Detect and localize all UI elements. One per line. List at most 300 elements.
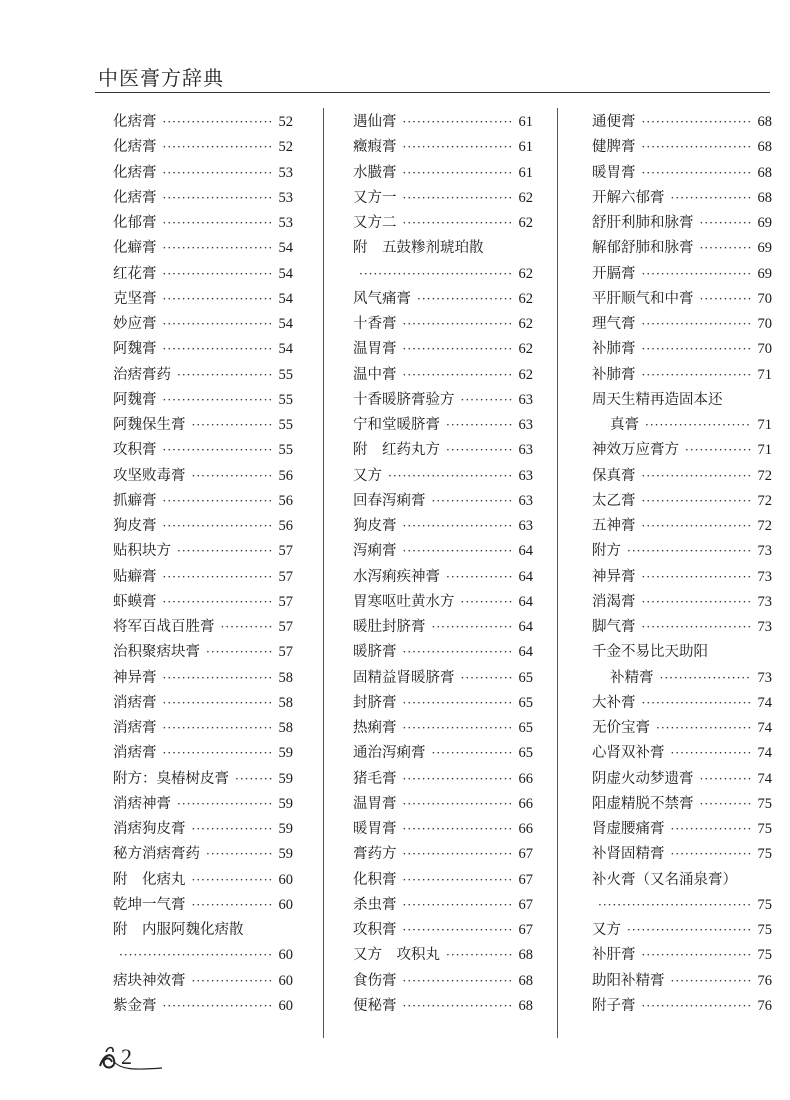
toc-entry-page: 62 <box>518 189 533 206</box>
toc-entry-title: 杀虫膏 <box>353 896 397 913</box>
toc-entry <box>113 514 293 539</box>
toc-entry-title: 补肺膏 <box>592 341 636 358</box>
toc-entry <box>113 943 293 968</box>
toc-entry-title: 消痞神膏 <box>113 795 171 812</box>
toc-entry-title: 补肾固精膏 <box>592 846 665 863</box>
toc-entry-title: 秘方消痞膏药 <box>113 846 200 863</box>
toc-entry <box>592 262 772 287</box>
dot-leader <box>642 312 752 337</box>
toc-entry <box>113 236 293 261</box>
toc-entry-page: 57 <box>278 593 293 610</box>
toc-entry-title: 阳虚精脱不禁膏 <box>592 795 694 812</box>
dot-leader <box>403 918 513 943</box>
toc-entry-title: 心肾双补膏 <box>592 745 665 762</box>
toc-entry-page: 57 <box>278 619 293 635</box>
toc-entry-page: 59 <box>278 795 293 812</box>
dot-leader <box>163 110 273 135</box>
toc-entry-page: 68 <box>757 139 772 156</box>
toc-entry <box>592 817 772 842</box>
toc-entry-title: 附 五鼓糁剂琥珀散 <box>353 240 484 257</box>
toc-entry <box>592 388 772 413</box>
toc-entry-page: 59 <box>278 770 293 787</box>
toc-entry-page: 64 <box>518 543 533 560</box>
toc-entry-page: 67 <box>518 871 533 888</box>
toc-entry <box>113 893 293 918</box>
toc-entry <box>353 236 533 261</box>
dot-leader <box>221 615 273 640</box>
toc-entry <box>113 262 293 287</box>
toc-entry <box>353 413 533 438</box>
toc-entry <box>113 161 293 186</box>
toc-entry <box>113 565 293 590</box>
dot-leader <box>403 337 513 362</box>
toc-entry <box>353 868 533 893</box>
dot-leader <box>432 615 513 640</box>
toc-entry-page: 76 <box>757 997 772 1014</box>
toc-entry-page: 75 <box>757 821 772 837</box>
toc-entry <box>592 842 772 867</box>
toc-entry-title: 暖肚封脐膏 <box>353 619 426 635</box>
toc-entry-title: 暖胃膏 <box>353 821 397 837</box>
toc-entry-title: 又方二 <box>353 215 397 231</box>
toc-entry-title: 乾坤一气膏 <box>113 896 186 913</box>
dot-leader <box>446 565 513 590</box>
toc-entry-page: 74 <box>757 694 772 711</box>
toc-entry-title: 舒肝利肺和脉膏 <box>592 215 694 231</box>
dot-leader <box>192 893 273 918</box>
dot-leader <box>642 590 752 615</box>
dot-leader <box>403 868 513 893</box>
toc-entry <box>353 312 533 337</box>
toc-entry-page: 57 <box>278 543 293 560</box>
toc-entry-page: 59 <box>278 821 293 837</box>
toc-entry <box>113 363 293 388</box>
toc-entry-title: 化痞膏 <box>113 114 157 130</box>
toc-entry-page: 73 <box>757 619 772 635</box>
toc-entry <box>113 135 293 160</box>
toc-entry <box>113 640 293 665</box>
toc-entry-page: 70 <box>757 341 772 358</box>
toc-entry-title: 解郁舒肺和脉膏 <box>592 240 694 257</box>
toc-entry-page: 62 <box>518 215 533 231</box>
dot-leader <box>642 514 752 539</box>
toc-entry-title: 抓癖膏 <box>113 492 157 509</box>
toc-entry-page: 74 <box>757 770 772 787</box>
toc-entry-title: 温胃膏 <box>353 795 397 812</box>
toc-entry-title: 风气痛膏 <box>353 290 411 307</box>
dot-leader <box>642 489 752 514</box>
toc-entry <box>353 918 533 943</box>
toc-entry-page: 60 <box>278 896 293 913</box>
toc-entry-page: 58 <box>278 669 293 686</box>
toc-entry-title: 紫金膏 <box>113 997 157 1014</box>
toc-entry <box>353 489 533 514</box>
toc-entry-page: 59 <box>278 745 293 762</box>
toc-entry-page: 72 <box>757 492 772 509</box>
dot-leader <box>403 110 513 135</box>
toc-entry-title: 十香膏 <box>353 316 397 332</box>
toc-entry-title: 又方 <box>592 922 621 938</box>
toc-entry-title: 阴虚火动梦遗膏 <box>592 770 694 787</box>
toc-entry-title: 补精膏 <box>610 669 654 686</box>
toc-entry-title: 附 内服阿魏化痞散 <box>113 922 244 938</box>
toc-entry-title: 暖脐膏 <box>353 644 397 661</box>
toc-entry <box>592 161 772 186</box>
toc-entry-title: 攻坚败毒膏 <box>113 467 186 484</box>
toc-entry-page: 63 <box>518 518 533 534</box>
dot-leader <box>432 489 513 514</box>
column-divider-2 <box>557 108 558 1038</box>
toc-entry-title: 附 红药丸方 <box>353 442 440 459</box>
toc-entry <box>353 842 533 867</box>
toc-entry-title: 通治泻痢膏 <box>353 745 426 762</box>
toc-entry <box>592 211 772 236</box>
toc-entry <box>353 741 533 766</box>
toc-entry-title: 消痞膏 <box>113 745 157 762</box>
dot-leader <box>403 186 513 211</box>
toc-entry <box>353 363 533 388</box>
dot-leader <box>192 969 273 994</box>
toc-entry-page: 68 <box>757 164 772 181</box>
toc-entry-title: 神异膏 <box>592 568 636 585</box>
toc-entry <box>353 640 533 665</box>
toc-entry <box>353 262 533 287</box>
dot-leader <box>461 388 513 413</box>
toc-entry <box>353 615 533 640</box>
toc-entry-title: 无价宝膏 <box>592 720 650 736</box>
toc-entry <box>592 918 772 943</box>
toc-entry-page: 59 <box>278 846 293 863</box>
toc-entry-title: 附 化痞丸 <box>113 871 186 888</box>
dot-leader <box>163 438 273 463</box>
toc-entry-page: 55 <box>278 417 293 433</box>
toc-entry-page: 56 <box>278 518 293 534</box>
toc-entry <box>592 312 772 337</box>
dot-leader <box>461 590 513 615</box>
toc-entry-page: 73 <box>757 543 772 560</box>
dot-leader <box>206 842 273 867</box>
toc-entry-title: 热痢膏 <box>353 720 397 736</box>
toc-entry-page: 54 <box>278 290 293 307</box>
dot-leader <box>403 363 513 388</box>
dot-leader <box>163 135 273 160</box>
toc-entry <box>353 464 533 489</box>
dot-leader <box>163 565 273 590</box>
dot-leader <box>642 161 752 186</box>
toc-entry <box>113 666 293 691</box>
dot-leader <box>163 337 273 362</box>
toc-entry-page: 75 <box>757 896 772 913</box>
toc-entry-page: 67 <box>518 896 533 913</box>
toc-entry-title: 附子膏 <box>592 997 636 1014</box>
toc-entry <box>592 792 772 817</box>
dot-leader <box>700 287 752 312</box>
dot-leader <box>660 666 752 691</box>
toc-entry <box>353 565 533 590</box>
toc-entry-title: 狗皮膏 <box>113 518 157 534</box>
toc-entry-page: 62 <box>518 290 533 307</box>
dot-leader <box>163 514 273 539</box>
toc-entry-page: 71 <box>757 417 772 433</box>
toc-entry-title: 消痞膏 <box>113 694 157 711</box>
toc-entry-page: 71 <box>757 442 772 459</box>
dot-leader <box>206 640 273 665</box>
toc-entry <box>353 969 533 994</box>
toc-entry <box>353 161 533 186</box>
dot-leader <box>403 312 513 337</box>
toc-entry-page: 60 <box>278 947 293 964</box>
toc-entry-page: 72 <box>757 518 772 534</box>
toc-entry-title: 妙应膏 <box>113 316 157 332</box>
dot-leader <box>163 161 273 186</box>
toc-entry-page: 58 <box>278 720 293 736</box>
toc-entry <box>353 514 533 539</box>
toc-entry-page: 75 <box>757 922 772 938</box>
toc-entry-title: 保真膏 <box>592 467 636 484</box>
toc-entry-page: 73 <box>757 593 772 610</box>
toc-entry-title: 温胃膏 <box>353 341 397 358</box>
dot-leader <box>163 388 273 413</box>
toc-entry-title: 肾虚腰痛膏 <box>592 821 665 837</box>
toc-entry-page: 75 <box>757 795 772 812</box>
toc-entry-title: 消渴膏 <box>592 593 636 610</box>
toc-entry-title: 痞块神效膏 <box>113 972 186 989</box>
dot-leader <box>235 767 273 792</box>
dot-leader <box>403 161 513 186</box>
toc-entry <box>113 413 293 438</box>
dot-leader <box>642 110 752 135</box>
dot-leader <box>163 590 273 615</box>
toc-entry <box>592 135 772 160</box>
toc-entry <box>592 565 772 590</box>
dot-leader <box>642 135 752 160</box>
toc-entry-title: 补肺膏 <box>592 366 636 383</box>
toc-entry <box>113 287 293 312</box>
dot-leader <box>403 767 513 792</box>
dot-leader <box>403 994 513 1019</box>
toc-entry-page: 69 <box>757 215 772 231</box>
dot-leader <box>671 842 752 867</box>
toc-entry <box>353 539 533 564</box>
dot-leader <box>645 413 752 438</box>
toc-entry-title: 五神膏 <box>592 518 636 534</box>
dot-leader <box>700 792 752 817</box>
dot-leader <box>656 716 752 741</box>
toc-entry-page: 57 <box>278 568 293 585</box>
toc-entry-title: 膏药方 <box>353 846 397 863</box>
dot-leader <box>432 741 513 766</box>
dot-leader <box>177 792 273 817</box>
toc-entry-page: 66 <box>518 770 533 787</box>
dot-leader <box>359 262 513 287</box>
dot-leader <box>403 842 513 867</box>
toc-entry <box>592 236 772 261</box>
toc-entry-title: 又方 攻积丸 <box>353 947 440 964</box>
toc-entry-page: 63 <box>518 442 533 459</box>
toc-entry <box>353 211 533 236</box>
toc-entry-page: 74 <box>757 720 772 736</box>
toc-entry <box>592 994 772 1019</box>
toc-entry <box>113 868 293 893</box>
dot-leader <box>388 464 513 489</box>
header-rule <box>95 92 770 93</box>
toc-entry <box>353 135 533 160</box>
toc-entry-title: 真膏 <box>610 417 639 433</box>
toc-entry-page: 61 <box>518 114 533 130</box>
toc-entry-page: 75 <box>757 947 772 964</box>
dot-leader <box>403 640 513 665</box>
toc-entry <box>353 767 533 792</box>
toc-entry-page: 71 <box>757 366 772 383</box>
toc-entry <box>113 186 293 211</box>
toc-entry-title: 遇仙膏 <box>353 114 397 130</box>
toc-entry-title: 神效万应膏方 <box>592 442 679 459</box>
toc-entry-page: 64 <box>518 593 533 610</box>
dot-leader <box>446 413 513 438</box>
dot-leader <box>119 943 273 968</box>
toc-entry-page: 61 <box>518 164 533 181</box>
toc-entry-page: 60 <box>278 997 293 1014</box>
toc-entry-title: 十香暖脐膏验方 <box>353 391 455 408</box>
toc-entry-title: 脚气膏 <box>592 619 636 635</box>
toc-entry-page: 67 <box>518 922 533 938</box>
toc-entry-page: 62 <box>518 316 533 332</box>
toc-entry-page: 53 <box>278 164 293 181</box>
toc-entry-title: 大补膏 <box>592 694 636 711</box>
toc-entry <box>353 287 533 312</box>
book-title: 中医膏方辞典 <box>98 66 224 90</box>
toc-entry-page: 63 <box>518 467 533 484</box>
toc-entry-page: 54 <box>278 240 293 257</box>
toc-entry-page: 54 <box>278 341 293 358</box>
toc-entry-page: 63 <box>518 492 533 509</box>
toc-entry <box>592 287 772 312</box>
toc-entry <box>113 767 293 792</box>
toc-column-1 <box>113 110 293 1019</box>
toc-entry-title: 攻积膏 <box>113 442 157 459</box>
toc-entry <box>592 413 772 438</box>
dot-leader <box>403 691 513 716</box>
dot-leader <box>700 211 752 236</box>
toc-entry-page: 69 <box>757 265 772 282</box>
toc-entry-page: 53 <box>278 189 293 206</box>
dot-leader <box>163 236 273 261</box>
toc-entry-page: 58 <box>278 694 293 711</box>
toc-entry <box>113 312 293 337</box>
toc-entry-page: 66 <box>518 821 533 837</box>
column-divider-1 <box>323 108 324 1038</box>
toc-entry <box>592 640 772 665</box>
toc-entry-page: 52 <box>278 114 293 130</box>
dot-leader <box>671 186 752 211</box>
dot-leader <box>642 994 752 1019</box>
toc-entry-page: 62 <box>518 366 533 383</box>
toc-entry-title: 又方一 <box>353 189 397 206</box>
toc-entry-page: 67 <box>518 846 533 863</box>
toc-entry-title: 附方 <box>592 543 621 560</box>
toc-entry <box>592 716 772 741</box>
toc-entry-title: 克坚膏 <box>113 290 157 307</box>
toc-entry <box>592 666 772 691</box>
toc-entry-title: 助阳补精膏 <box>592 972 665 989</box>
toc-entry-page: 54 <box>278 316 293 332</box>
toc-entry-title: 化积膏 <box>353 871 397 888</box>
dot-leader <box>403 211 513 236</box>
dot-leader <box>685 438 752 463</box>
toc-entry-title: 化痞膏 <box>113 164 157 181</box>
dot-leader <box>642 943 752 968</box>
toc-entry-title: 狗皮膏 <box>353 518 397 534</box>
toc-entry-page: 75 <box>757 846 772 863</box>
dot-leader <box>163 211 273 236</box>
dot-leader <box>163 287 273 312</box>
toc-entry-title: 贴积块方 <box>113 543 171 560</box>
toc-entry <box>113 691 293 716</box>
dot-leader <box>446 438 513 463</box>
toc-entry-page: 68 <box>757 189 772 206</box>
toc-entry-page: 64 <box>518 644 533 661</box>
toc-entry <box>592 186 772 211</box>
toc-entry <box>592 943 772 968</box>
toc-entry-page: 68 <box>518 997 533 1014</box>
dot-leader <box>192 817 273 842</box>
dot-leader <box>403 716 513 741</box>
toc-entry <box>113 438 293 463</box>
dot-leader <box>627 539 752 564</box>
toc-entry-page: 69 <box>757 240 772 257</box>
toc-entry-page: 65 <box>518 720 533 736</box>
toc-entry-page: 68 <box>518 947 533 964</box>
dot-leader <box>177 363 273 388</box>
toc-entry <box>113 969 293 994</box>
dot-leader <box>192 464 273 489</box>
dot-leader <box>163 666 273 691</box>
toc-entry <box>113 792 293 817</box>
toc-entry <box>592 514 772 539</box>
toc-entry <box>113 337 293 362</box>
toc-entry-title: 泻痢膏 <box>353 543 397 560</box>
toc-entry <box>592 464 772 489</box>
toc-entry-title: 健脾膏 <box>592 139 636 156</box>
page-number: 2 <box>121 1044 132 1069</box>
toc-entry-page: 62 <box>518 341 533 358</box>
toc-entry-title: 水泻痢疾神膏 <box>353 568 440 585</box>
toc-entry-page: 65 <box>518 669 533 686</box>
toc-entry-page: 56 <box>278 492 293 509</box>
toc-entry-title: 消痞狗皮膏 <box>113 821 186 837</box>
toc-entry-title: 红花膏 <box>113 265 157 282</box>
dot-leader <box>403 817 513 842</box>
toc-entry-title: 补火膏（又名涌泉膏） <box>592 871 737 888</box>
toc-entry <box>353 438 533 463</box>
dot-leader <box>192 413 273 438</box>
dot-leader <box>403 969 513 994</box>
toc-entry <box>113 817 293 842</box>
toc-entry <box>113 842 293 867</box>
dot-leader <box>163 741 273 766</box>
toc-entry <box>592 767 772 792</box>
toc-entry <box>592 539 772 564</box>
toc-entry <box>113 388 293 413</box>
toc-entry-title: 开解六郁膏 <box>592 189 665 206</box>
toc-entry-title: 治积聚痞块膏 <box>113 644 200 661</box>
toc-entry-title: 攻积膏 <box>353 922 397 938</box>
dot-leader <box>192 868 273 893</box>
dot-leader <box>163 691 273 716</box>
dot-leader <box>177 539 273 564</box>
toc-entry-title: 通便膏 <box>592 114 636 130</box>
toc-entry-page: 68 <box>518 972 533 989</box>
